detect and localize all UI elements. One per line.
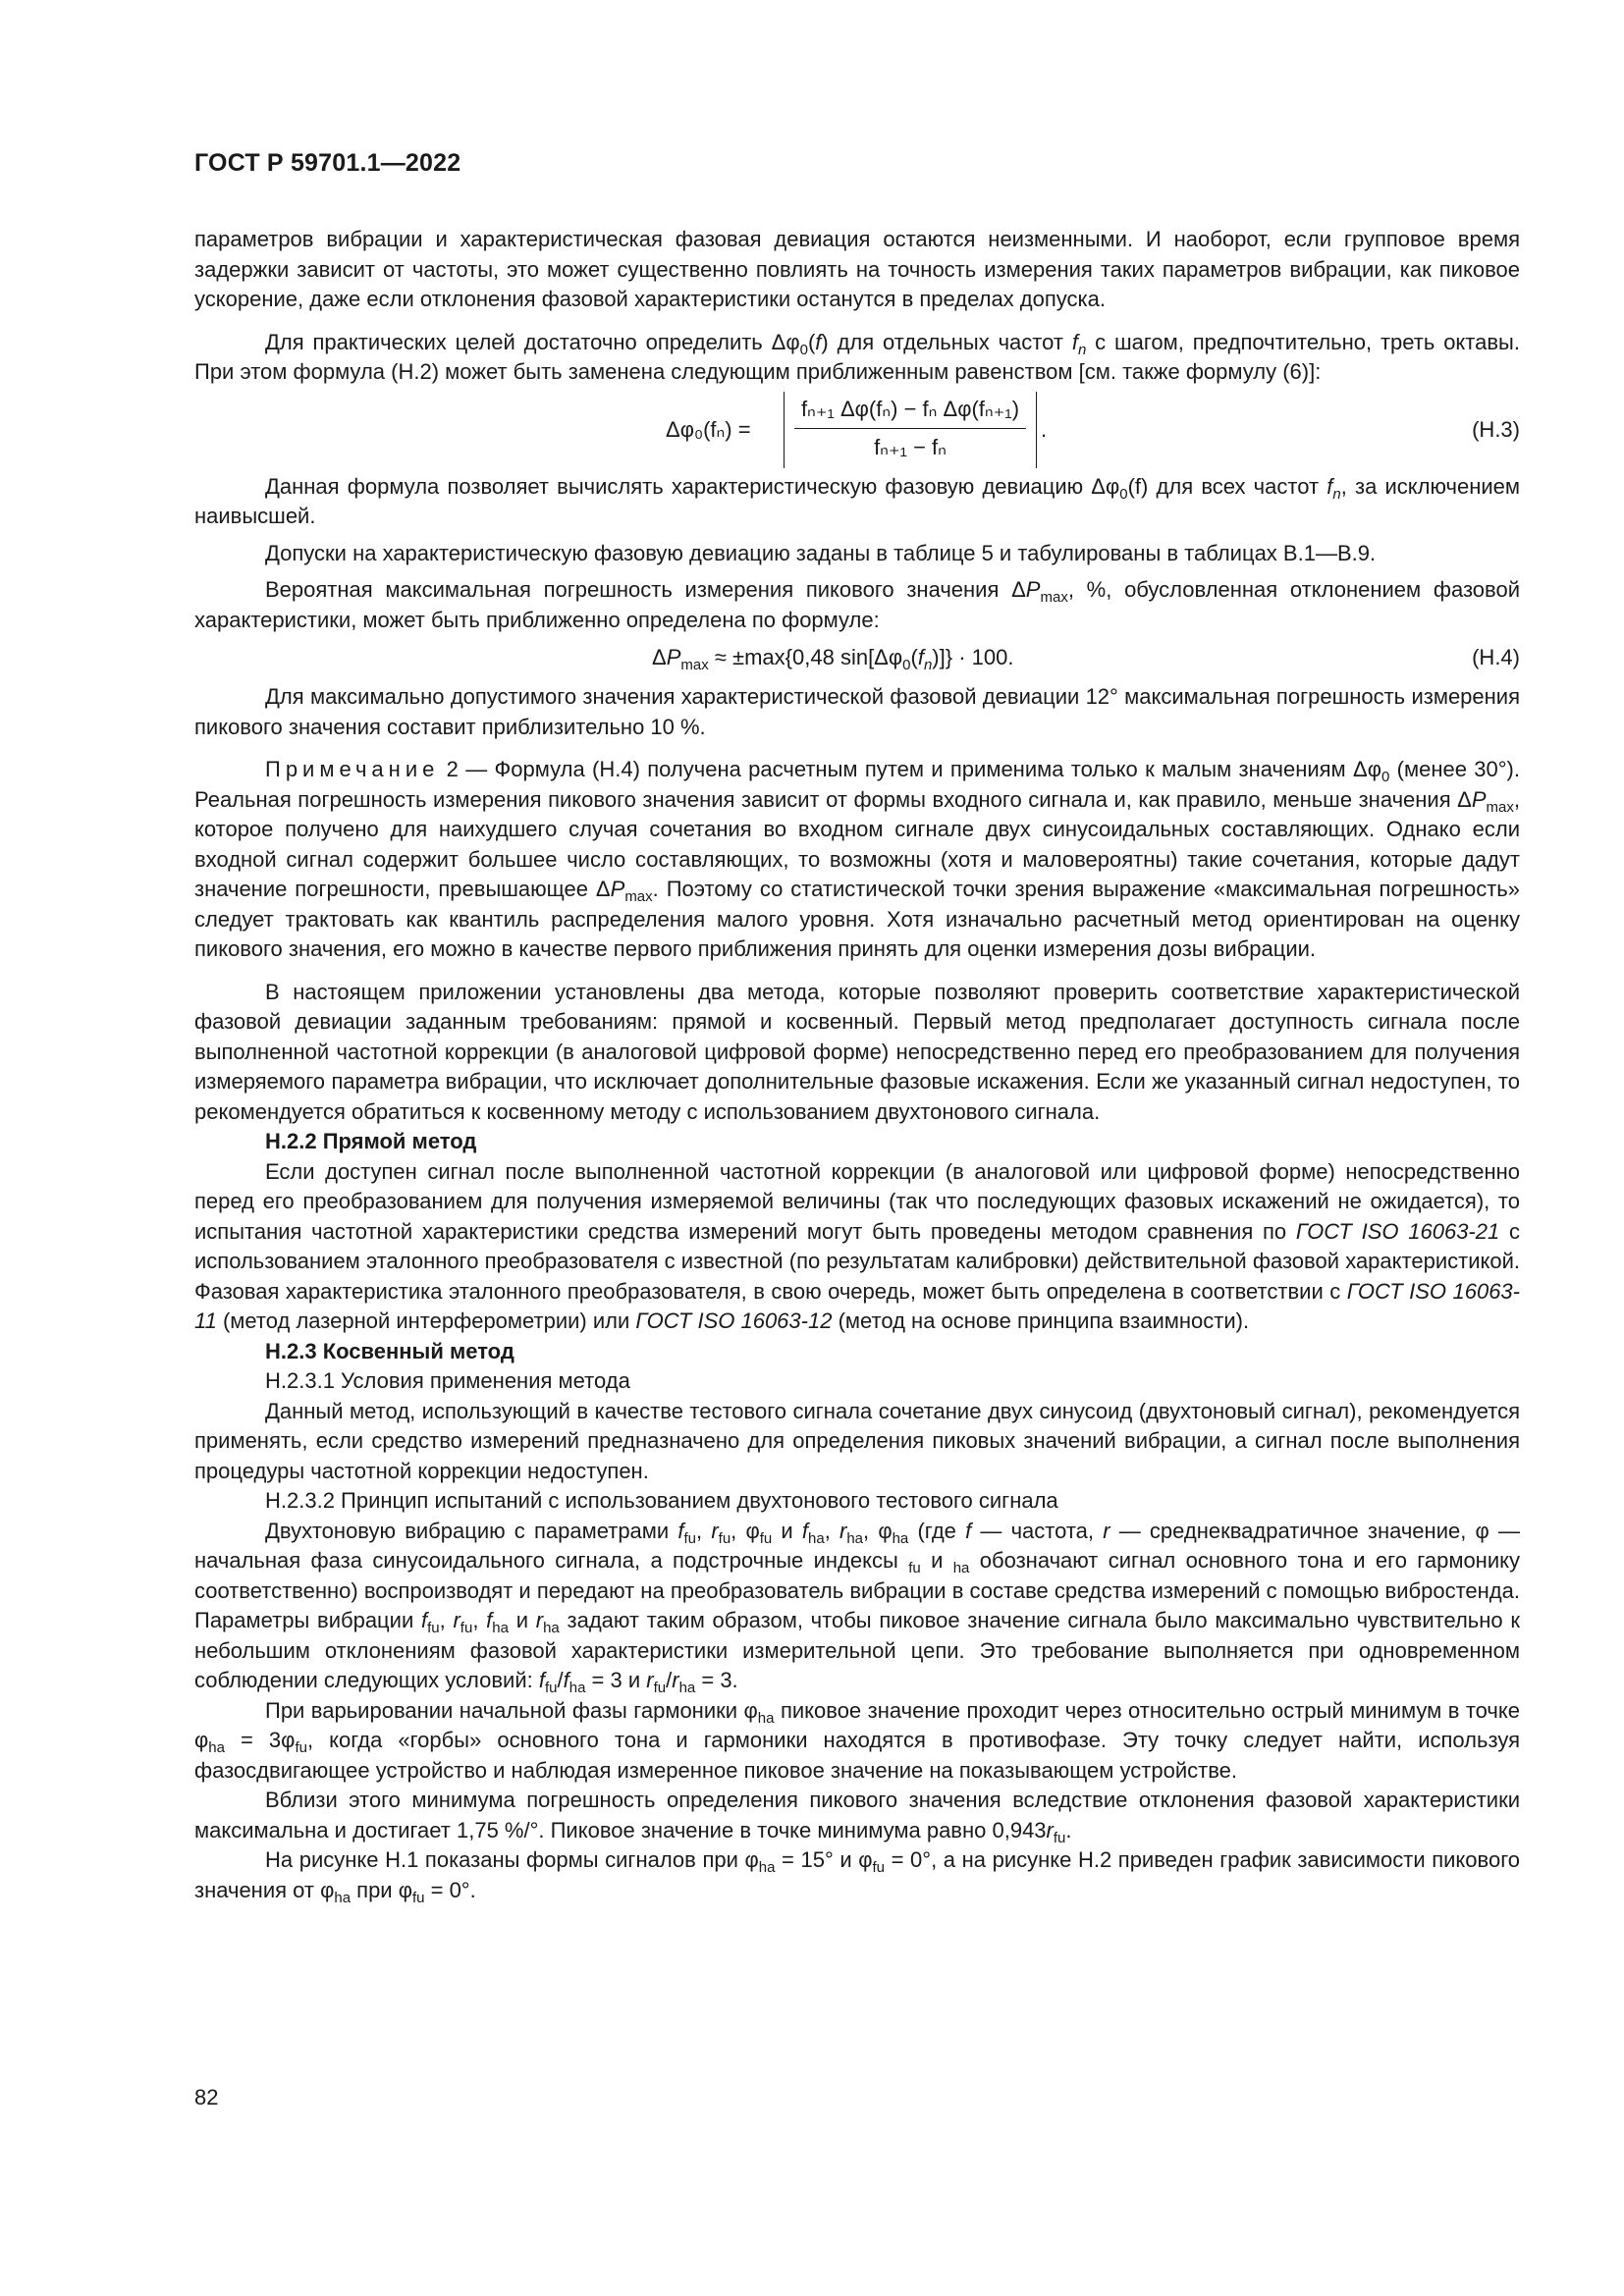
section-heading-direct-method: Н.2.2 Прямой метод — [265, 1129, 477, 1153]
formula-h4-number: (Н.4) — [1472, 645, 1520, 669]
paragraph-indirect-method: Данный метод, использующий в качестве тестового сигнала сочетание двух синусоид (двухтоновый сигнал), рекомендуется применять, если средство измерений предназначено для определения пиковых значений вибрации, а сигнал после выполнения процедуры частотной коррекции недоступен. — [194, 1398, 1520, 1483]
paragraph-two-tone-vibration: Двухтоновую вибрацию с параметрами $f_{fu}$, $r_{fu}$, $\varphi_{fu}$ и $f_{ha}$, $r_{ha}$, $\varphi_{ha}$ (где f — частота, r — среднеквадратичное значение, φ — начальная фаза синусоидального сигнала, а подстрочные индексы $_{fu}$ и $_{ha}$ обозначают сигнал основного тона и его гармонику соответственно) воспроизводят и передают на преобразователь вибрации в составе средства измерений с помощью вибростенда. Параметры вибрации $f_{fu}$, $r_{fu}$, $f_{ha}$ и $r_{ha}$ задают таким образом, чтобы пиковое значение сигнала было максимально чувствительно к небольшим отклонениям фазовой характеристики измерительной цепи. Это требование выполняется при одновременном соблюдении следующих условий: $f_{fu}/f_{ha} = 3$ и $r_{fu}/r_{ha} = 3$. — [194, 1518, 1520, 1696]
running-header: ГОСТ Р 59701.1—2022 — [194, 149, 461, 177]
note-label: Примечание — [265, 757, 440, 781]
formula-h3-numerator: fₙ₊₁ Δφ(fₙ) − fₙ Δφ(fₙ₊₁) — [800, 396, 1020, 421]
paragraph-tolerances: Допуски на характеристическую фазовую девиацию заданы в таблице 5 и табулированы в таблицах В.1—В.9. — [265, 540, 1377, 565]
formula-h4-body: $\Delta P_{max} \approx \pm\max\{0,48$ $\sin[\Delta\varphi_0(f_n)]\} \cdot 100$. — [652, 645, 1014, 673]
paragraph-figures: На рисунке Н.1 показаны формы сигналов при $\varphi_{ha} = 15^\circ$ и $\varphi_{fu} = 0^\circ$, а на рисунке Н.2 приведен график зависимости пикового значения от $\varphi_{ha}$ при $\varphi_{fu} = 0^\circ$. — [194, 1847, 1520, 1906]
reference-gost-16063-21: ГОСТ ISO 16063-21 — [1295, 1218, 1500, 1244]
paragraph-max-deviation: Для максимально допустимого значения характеристической фазовой девиации 12° максимальная погрешность измерения пикового значения составит приблизительно 10 %. — [194, 684, 1520, 739]
formula-h3-fraction-abs — [784, 392, 1037, 468]
subsection-heading-principle: Н.2.3.2 Принцип испытаний с использованием двухтонового тестового сигнала — [265, 1488, 1058, 1513]
paragraph-phase-variation: При варьировании начальной фазы гармоники $\varphi_{ha}$ пиковое значение проходит через относительно острый минимум в точке $\varphi_{ha} = 3\varphi_{fu}$, когда «горбы» основного тона и гармоники находятся в противофазе. Эту точку следует найти, используя фазосдвигающее устройство и наблюдая измеренное пиковое значение на показывающем устройстве. — [194, 1697, 1520, 1783]
paragraph-near-minimum: Вблизи этого минимума погрешность определения пикового значения вследствие отклонения фазовой характеристики максимальна и достигает 1,75 %/°. Пиковое значение в точке минимума равно $0,943r_{fu}$. — [194, 1788, 1520, 1846]
formula-h3-denominator: fₙ₊₁ − fₙ — [874, 434, 947, 459]
page-number: 82 — [194, 2085, 219, 2109]
paragraph-two-methods: В настоящем приложении установлены два метода, которые позволяют проверить соответствие характеристической фазовой девиации заданным требованиям: прямой и косвенный. Первый метод предполагает доступность сигнала после выполненной частотной коррекции (в аналоговой цифровой форме) непосредственно перед его преобразованием для получения измеряемого параметра вибрации, что исключает дополнительные фазовые искажения. Если же указанный сигнал недоступен, то рекомендуется обратиться к косвенному методу с использованием двухтонового сигнала. — [194, 979, 1520, 1124]
reference-gost-16063-11: ГОСТ ISO 16063-11 — [194, 1278, 1520, 1333]
section-heading-indirect-method: Н.2.3 Косвенный метод — [265, 1338, 514, 1363]
formula-h3-number: (Н.3) — [1472, 416, 1520, 442]
paragraph-practical-purposes: Для практических целей достаточно определить $\Delta\varphi_0(f)$ для отдельных частот $f_n$ с шагом, предпочтительно, треть октавы. При этом формула (Н.2) может быть заменена следующим приближенным равенством [см. также формулу (6)]: — [194, 329, 1520, 384]
reference-gost-16063-12: ГОСТ ISO 16063-12 — [635, 1308, 833, 1333]
paragraph-direct-method: Если доступен сигнал после выполненной частотной коррекции (в аналоговой или цифровой форме) непосредственно перед его преобразованием для получения измеряемой величины (так что последующих фазовых искажений не ожидается), то испытания частотной характеристики средства измерений могут быть проведены методом сравнения по ГОСТ ISO 16063-21 с использованием эталонного преобразователя с известной (по результатам калибровки) действительной фазовой характеристикой. Фазовая характеристика эталонного преобразователя, в свою очередь, может быть определена в соответствии с ГОСТ ISO 16063-11 (метод лазерной интерферометрии) или ГОСТ ISO 16063-12 (метод на основе принципа взаимности). — [194, 1158, 1520, 1333]
note-2: Примечание 2 — Формула (Н.4) получена расчетным путем и применима только к малым значениям $\Delta\varphi_0$ (менее 30°). Реальная погрешность измерения пикового значения зависит от формы входного сигнала и, как правило, меньше значения $\Delta P_{max}$, которое получено для наихудшего случая сочетания во входном сигнале двух синусоидальных составляющих. Однако если входной сигнал содержит большее число составляющих, то возможны (хотя и маловероятны) такие сочетания, которые дадут значение погрешности, превышающее $\Delta P_{max}$. Поэтому со статистической точки зрения выражение «максимальная погрешность» следует трактовать как квантиль распределения малого уровня. Хотя изначально расчетный метод ориентирован на оценку пикового значения, его можно в качестве первого приближения принять для оценки измерения дозы вибрации. — [194, 757, 1521, 961]
paragraph-formula-allows: Данная формула позволяет вычислять характеристическую фазовую девиацию $\Delta\varphi_0(f)$ для всех частот $f_n$, за исключением наивысшей. — [194, 473, 1520, 528]
subsection-heading-conditions: Н.2.3.1 Условия применения метода — [265, 1368, 630, 1393]
fraction-bar — [794, 428, 1026, 429]
paragraph-probable-error: Вероятная максимальная погрешность измерения пикового значения $\Delta P_{max}$, %, обусловленная отклонением фазовой характеристики, может быть приближенно определена по формуле: — [194, 577, 1520, 632]
formula-h3-tail: . — [1041, 416, 1048, 442]
formula-h3-lhs: Δφ₀(fₙ) = — [666, 416, 751, 442]
paragraph-continuation: параметров вибрации и характеристическая фазовая девиация остаются неизменными. И наоборот, если групповое время задержки зависит от частоты, это может существенно повлиять на точность измерения таких параметров вибрации, как пиковое ускорение, даже если отклонения фазовой характеристики останутся в пределах допуска. — [194, 227, 1520, 311]
formula-h3 — [194, 392, 1520, 468]
formula-h4 — [194, 639, 1520, 678]
page-content — [194, 225, 1520, 1905]
